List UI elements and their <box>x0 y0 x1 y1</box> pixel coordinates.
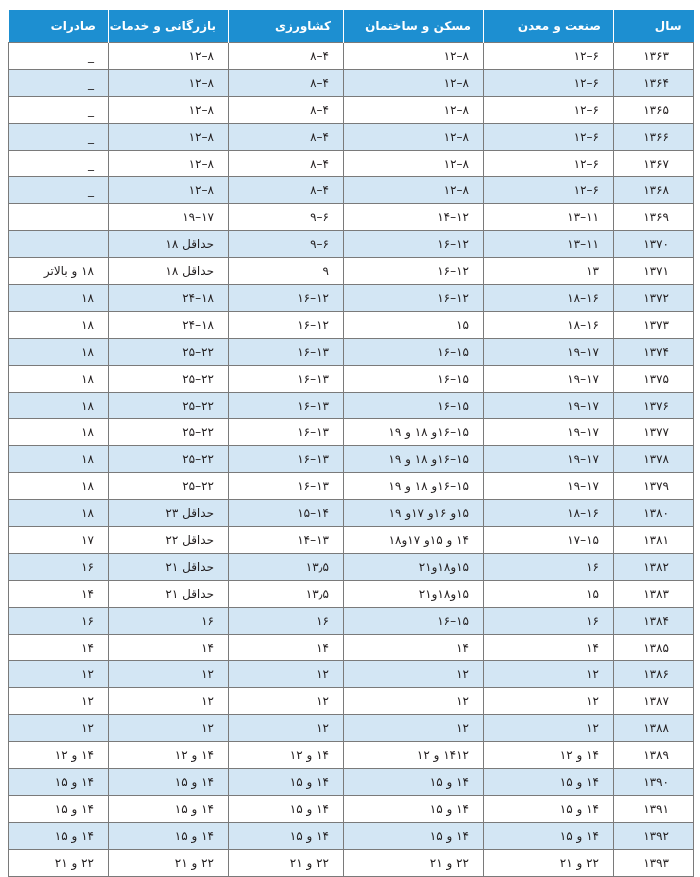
cell-industry-mining: ۱۷–۱۹ <box>484 419 614 446</box>
cell-industry-mining: ۱۲ <box>484 715 614 742</box>
cell-industry-mining: ۱۶–۱۸ <box>484 285 614 312</box>
cell-housing-construction: ۱۵–۱۶ <box>344 365 484 392</box>
cell-export: ۱۸ و بالاتر <box>9 258 109 285</box>
cell-trade-services: ۱۶ <box>109 607 229 634</box>
cell-industry-mining: ۶–۱۲ <box>484 43 614 70</box>
cell-industry-mining: ۱۴ و ۱۲ <box>484 742 614 769</box>
cell-industry-mining: ۱۴ و ۱۵ <box>484 795 614 822</box>
cell-industry-mining: ۱۱–۱۳ <box>484 204 614 231</box>
cell-trade-services: حداقل ۲۱ <box>109 580 229 607</box>
cell-export: ۱۸ <box>9 285 109 312</box>
table-row <box>9 258 694 285</box>
table-row <box>9 338 694 365</box>
cell-trade-services: ۱۸–۲۴ <box>109 311 229 338</box>
cell-year: ۱۳۹۱ <box>614 795 694 822</box>
cell-agriculture: ۱۴ و ۱۲ <box>229 742 344 769</box>
cell-industry-mining: ۱۲ <box>484 661 614 688</box>
cell-export: _ <box>9 123 109 150</box>
cell-housing-construction: ۱۵و۱۸و۲۱ <box>344 580 484 607</box>
cell-industry-mining: ۶–۱۲ <box>484 150 614 177</box>
cell-housing-construction: ۱۴ و ۱۵و ۱۷و۱۸ <box>344 527 484 554</box>
cell-export: ۱۸ <box>9 365 109 392</box>
cell-agriculture: ۱۴ و ۱۵ <box>229 822 344 849</box>
cell-housing-construction: ۲۲ و ۲۱ <box>344 849 484 876</box>
cell-export: _ <box>9 69 109 96</box>
table-row <box>9 204 694 231</box>
cell-year: ۱۳۷۷ <box>614 419 694 446</box>
cell-industry-mining: ۱۴ <box>484 634 614 661</box>
cell-trade-services: ۱۴ <box>109 634 229 661</box>
cell-export: ۱۶ <box>9 553 109 580</box>
cell-housing-construction: ۱۵–۱۶و ۱۸ و ۱۹ <box>344 473 484 500</box>
cell-housing-construction: ۱۵–۱۶و ۱۸ و ۱۹ <box>344 419 484 446</box>
cell-export: ۱۸ <box>9 446 109 473</box>
cell-industry-mining: ۶–۱۲ <box>484 123 614 150</box>
cell-industry-mining: ۶–۱۲ <box>484 96 614 123</box>
cell-year: ۱۳۸۴ <box>614 607 694 634</box>
cell-housing-construction: ۱۵–۱۶ <box>344 607 484 634</box>
cell-industry-mining: ۱۳ <box>484 258 614 285</box>
table-row <box>9 231 694 258</box>
cell-housing-construction: ۱۲–۱۴ <box>344 204 484 231</box>
cell-housing-construction: ۱۲ <box>344 661 484 688</box>
cell-agriculture: ۱۳–۱۶ <box>229 419 344 446</box>
cell-housing-construction: ۱۴ و ۱۵ <box>344 822 484 849</box>
cell-year: ۱۳۸۲ <box>614 553 694 580</box>
cell-trade-services: ۸–۱۲ <box>109 43 229 70</box>
cell-year: ۱۳۷۶ <box>614 392 694 419</box>
cell-housing-construction: ۱۵–۱۶ <box>344 338 484 365</box>
cell-agriculture: ۱۲ <box>229 688 344 715</box>
cell-year: ۱۳۷۵ <box>614 365 694 392</box>
cell-export: ۱۴ و ۱۵ <box>9 822 109 849</box>
cell-agriculture: ۱۳–۱۶ <box>229 392 344 419</box>
cell-housing-construction: ۸–۱۲ <box>344 150 484 177</box>
cell-trade-services: ۱۷–۱۹ <box>109 204 229 231</box>
cell-trade-services: ۱۴ و ۱۵ <box>109 769 229 796</box>
cell-trade-services: ۱۴ و ۱۵ <box>109 822 229 849</box>
cell-year: ۱۳۸۸ <box>614 715 694 742</box>
cell-year: ۱۳۸۷ <box>614 688 694 715</box>
cell-export: ۱۲ <box>9 688 109 715</box>
cell-trade-services: ۸–۱۲ <box>109 150 229 177</box>
table-row <box>9 769 694 796</box>
cell-export: _ <box>9 177 109 204</box>
cell-trade-services: حداقل ۲۱ <box>109 553 229 580</box>
table-row <box>9 822 694 849</box>
cell-industry-mining: ۱۷–۱۹ <box>484 473 614 500</box>
cell-year: ۱۳۸۳ <box>614 580 694 607</box>
cell-year: ۱۳۸۹ <box>614 742 694 769</box>
table-row <box>9 553 694 580</box>
table-row <box>9 285 694 312</box>
cell-year: ۱۳۹۰ <box>614 769 694 796</box>
cell-export: _ <box>9 96 109 123</box>
cell-year: ۱۳۶۸ <box>614 177 694 204</box>
cell-agriculture: ۱۲ <box>229 715 344 742</box>
cell-year: ۱۳۷۲ <box>614 285 694 312</box>
cell-export: _ <box>9 150 109 177</box>
cell-industry-mining: ۱۷–۱۹ <box>484 365 614 392</box>
cell-trade-services: ۲۲ و ۲۱ <box>109 849 229 876</box>
table-row <box>9 365 694 392</box>
cell-housing-construction: ۸–۱۲ <box>344 43 484 70</box>
cell-export: ۱۴ و ۱۵ <box>9 769 109 796</box>
cell-agriculture: ۱۴ <box>229 634 344 661</box>
table-row <box>9 715 694 742</box>
table-row <box>9 446 694 473</box>
cell-industry-mining: ۱۷–۱۹ <box>484 392 614 419</box>
cell-export: ۱۴ <box>9 634 109 661</box>
cell-housing-construction: ۸–۱۲ <box>344 123 484 150</box>
table-row <box>9 150 694 177</box>
cell-export: ۱۴ و ۱۵ <box>9 795 109 822</box>
cell-housing-construction: ۱۵و ۱۶و ۱۷و ۱۹ <box>344 500 484 527</box>
cell-housing-construction: ۱۲–۱۶ <box>344 258 484 285</box>
cell-agriculture: ۴–۸ <box>229 69 344 96</box>
cell-housing-construction: ۱۵ <box>344 311 484 338</box>
interest-rate-table <box>8 10 694 877</box>
cell-industry-mining: ۱۶ <box>484 607 614 634</box>
cell-housing-construction: ۱۴ <box>344 634 484 661</box>
table-row <box>9 634 694 661</box>
cell-trade-services: ۲۲–۲۵ <box>109 392 229 419</box>
cell-trade-services: حداقل ۱۸ <box>109 258 229 285</box>
cell-year: ۱۳۶۵ <box>614 96 694 123</box>
table-row <box>9 607 694 634</box>
cell-industry-mining: ۱۵ <box>484 580 614 607</box>
cell-housing-construction: ۱۲ <box>344 715 484 742</box>
table-row <box>9 795 694 822</box>
cell-trade-services: ۸–۱۲ <box>109 177 229 204</box>
cell-year: ۱۳۸۵ <box>614 634 694 661</box>
cell-industry-mining: ۱۲ <box>484 688 614 715</box>
cell-agriculture: ۶–۹ <box>229 204 344 231</box>
cell-trade-services: ۸–۱۲ <box>109 96 229 123</box>
header-row <box>9 10 694 43</box>
header-housing-construction: مسکن و ساختمان <box>344 10 484 43</box>
cell-trade-services: ۸–۱۲ <box>109 123 229 150</box>
cell-industry-mining: ۱۱–۱۳ <box>484 231 614 258</box>
cell-agriculture: ۶–۹ <box>229 231 344 258</box>
cell-year: ۱۳۸۰ <box>614 500 694 527</box>
cell-trade-services: ۲۲–۲۵ <box>109 419 229 446</box>
cell-agriculture: ۱۳–۱۶ <box>229 446 344 473</box>
cell-year: ۱۳۶۳ <box>614 43 694 70</box>
cell-export: ۱۸ <box>9 473 109 500</box>
cell-agriculture: ۱۳٫۵ <box>229 580 344 607</box>
cell-housing-construction: ۸–۱۲ <box>344 69 484 96</box>
cell-year: ۱۳۷۱ <box>614 258 694 285</box>
cell-trade-services: ۸–۱۲ <box>109 69 229 96</box>
cell-trade-services: ۱۲ <box>109 661 229 688</box>
cell-year: ۱۳۹۳ <box>614 849 694 876</box>
cell-year: ۱۳۸۶ <box>614 661 694 688</box>
table-row <box>9 177 694 204</box>
cell-trade-services: ۱۲ <box>109 688 229 715</box>
cell-year: ۱۳۶۷ <box>614 150 694 177</box>
cell-industry-mining: ۱۶–۱۸ <box>484 311 614 338</box>
cell-industry-mining: ۲۲ و ۲۱ <box>484 849 614 876</box>
cell-export <box>9 204 109 231</box>
cell-export: _ <box>9 43 109 70</box>
cell-housing-construction: ۱۲–۱۶ <box>344 231 484 258</box>
cell-year: ۱۳۶۶ <box>614 123 694 150</box>
cell-industry-mining: ۱۵–۱۷ <box>484 527 614 554</box>
table-row <box>9 580 694 607</box>
cell-agriculture: ۴–۸ <box>229 177 344 204</box>
cell-agriculture: ۱۲–۱۶ <box>229 285 344 312</box>
cell-agriculture: ۱۴ و ۱۵ <box>229 769 344 796</box>
cell-year: ۱۳۷۹ <box>614 473 694 500</box>
cell-trade-services: ۲۲–۲۵ <box>109 446 229 473</box>
header-agriculture: کشاورزی <box>229 10 344 43</box>
cell-year: ۱۳۷۴ <box>614 338 694 365</box>
cell-year: ۱۳۷۳ <box>614 311 694 338</box>
cell-industry-mining: ۱۴ و ۱۵ <box>484 822 614 849</box>
cell-export: ۱۸ <box>9 419 109 446</box>
cell-trade-services: ۱۴ و ۱۲ <box>109 742 229 769</box>
header-year: سال <box>614 10 694 43</box>
table-row <box>9 688 694 715</box>
cell-trade-services: ۲۲–۲۵ <box>109 473 229 500</box>
cell-housing-construction: ۱۲ <box>344 688 484 715</box>
table-row <box>9 419 694 446</box>
cell-trade-services: ۱۲ <box>109 715 229 742</box>
cell-agriculture: ۱۲–۱۶ <box>229 311 344 338</box>
table-row <box>9 96 694 123</box>
table-row <box>9 527 694 554</box>
cell-industry-mining: ۱۶–۱۸ <box>484 500 614 527</box>
cell-industry-mining: ۱۷–۱۹ <box>484 338 614 365</box>
cell-trade-services: حداقل ۲۲ <box>109 527 229 554</box>
table-body <box>9 43 694 877</box>
cell-year: ۱۳۸۱ <box>614 527 694 554</box>
cell-trade-services: حداقل ۲۳ <box>109 500 229 527</box>
cell-agriculture: ۱۳–۱۶ <box>229 365 344 392</box>
header-trade-services: بازرگانی و خدمات <box>109 10 229 43</box>
cell-housing-construction: ۱۴۱۲ و ۱۲ <box>344 742 484 769</box>
cell-export: ۲۲ و ۲۱ <box>9 849 109 876</box>
cell-export: ۱۶ <box>9 607 109 634</box>
cell-year: ۱۳۹۲ <box>614 822 694 849</box>
cell-housing-construction: ۱۵و۱۸و۲۱ <box>344 553 484 580</box>
cell-agriculture: ۱۳–۱۴ <box>229 527 344 554</box>
cell-industry-mining: ۱۶ <box>484 553 614 580</box>
cell-export: ۱۴ <box>9 580 109 607</box>
cell-export: ۱۴ و ۱۲ <box>9 742 109 769</box>
cell-agriculture: ۱۴–۱۵ <box>229 500 344 527</box>
table-row <box>9 500 694 527</box>
cell-agriculture: ۲۲ و ۲۱ <box>229 849 344 876</box>
cell-industry-mining: ۶–۱۲ <box>484 177 614 204</box>
table-row <box>9 123 694 150</box>
table-row <box>9 43 694 70</box>
cell-housing-construction: ۱۲–۱۶ <box>344 285 484 312</box>
cell-industry-mining: ۱۷–۱۹ <box>484 446 614 473</box>
cell-housing-construction: ۱۴ و ۱۵ <box>344 795 484 822</box>
header-industry-mining: صنعت و معدن <box>484 10 614 43</box>
cell-agriculture: ۱۴ و ۱۵ <box>229 795 344 822</box>
cell-housing-construction: ۸–۱۲ <box>344 177 484 204</box>
cell-export: ۱۸ <box>9 500 109 527</box>
cell-industry-mining: ۶–۱۲ <box>484 69 614 96</box>
cell-trade-services: ۱۸–۲۴ <box>109 285 229 312</box>
table-row <box>9 661 694 688</box>
cell-trade-services: ۲۲–۲۵ <box>109 338 229 365</box>
cell-export: ۱۸ <box>9 338 109 365</box>
cell-agriculture: ۴–۸ <box>229 150 344 177</box>
cell-export <box>9 231 109 258</box>
cell-agriculture: ۱۲ <box>229 661 344 688</box>
cell-agriculture: ۹ <box>229 258 344 285</box>
cell-trade-services: ۱۴ و ۱۵ <box>109 795 229 822</box>
cell-year: ۱۳۶۹ <box>614 204 694 231</box>
cell-trade-services: حداقل ۱۸ <box>109 231 229 258</box>
cell-export: ۱۷ <box>9 527 109 554</box>
cell-industry-mining: ۱۴ و ۱۵ <box>484 769 614 796</box>
cell-export: ۱۸ <box>9 392 109 419</box>
cell-trade-services: ۲۲–۲۵ <box>109 365 229 392</box>
table-row <box>9 742 694 769</box>
cell-housing-construction: ۱۵–۱۶و ۱۸ و ۱۹ <box>344 446 484 473</box>
cell-export: ۱۲ <box>9 715 109 742</box>
cell-agriculture: ۱۳–۱۶ <box>229 338 344 365</box>
cell-year: ۱۳۷۸ <box>614 446 694 473</box>
cell-housing-construction: ۸–۱۲ <box>344 96 484 123</box>
cell-housing-construction: ۱۴ و ۱۵ <box>344 769 484 796</box>
cell-agriculture: ۱۳–۱۶ <box>229 473 344 500</box>
table-row <box>9 392 694 419</box>
cell-year: ۱۳۷۰ <box>614 231 694 258</box>
cell-agriculture: ۴–۸ <box>229 43 344 70</box>
table-row <box>9 473 694 500</box>
cell-agriculture: ۱۳٫۵ <box>229 553 344 580</box>
cell-export: ۱۲ <box>9 661 109 688</box>
cell-agriculture: ۴–۸ <box>229 123 344 150</box>
rates-table-container <box>8 10 693 877</box>
cell-agriculture: ۴–۸ <box>229 96 344 123</box>
cell-export: ۱۸ <box>9 311 109 338</box>
header-export: صادرات <box>9 10 109 43</box>
cell-agriculture: ۱۶ <box>229 607 344 634</box>
cell-year: ۱۳۶۴ <box>614 69 694 96</box>
cell-housing-construction: ۱۵–۱۶ <box>344 392 484 419</box>
table-row <box>9 69 694 96</box>
table-row <box>9 311 694 338</box>
table-row <box>9 849 694 876</box>
